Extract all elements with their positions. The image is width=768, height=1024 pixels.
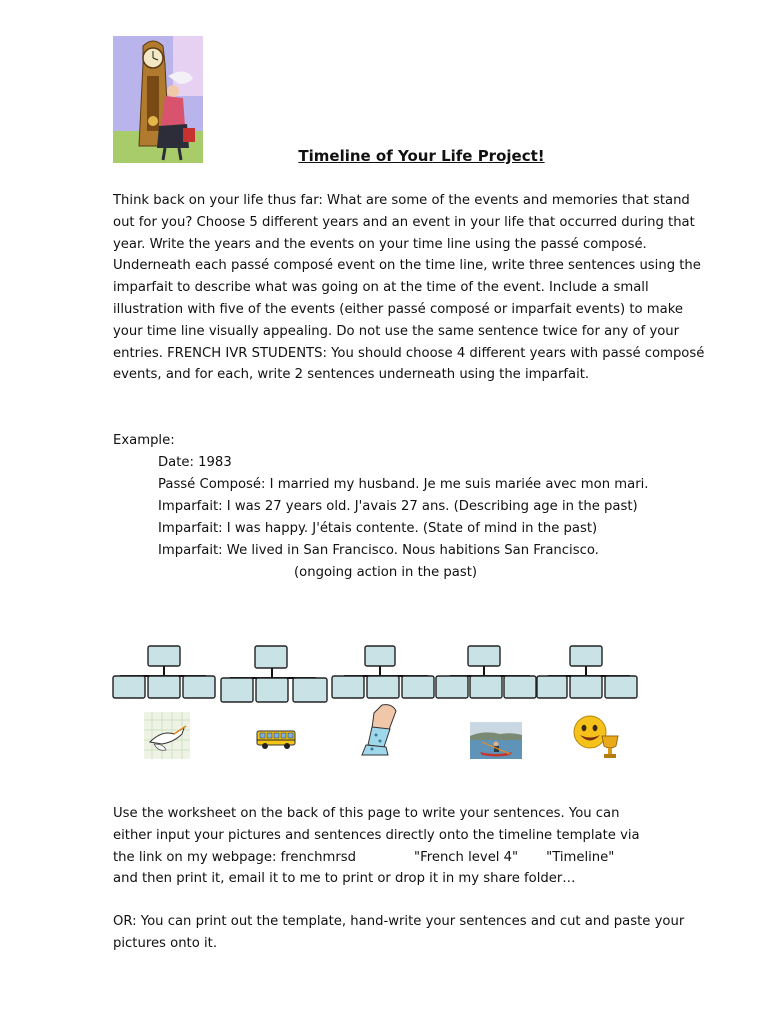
timeline-year-box-3 xyxy=(365,646,395,666)
timeline-diagram xyxy=(110,640,645,710)
timeline-sentence-box xyxy=(367,676,399,698)
timeline-sentence-box xyxy=(293,678,327,702)
timeline-year-box-1 xyxy=(148,646,180,666)
timeline-sentence-box xyxy=(436,676,468,698)
timeline-year-box-5 xyxy=(570,646,602,666)
alternative-paragraph: OR: You can print out the template, hand-write your sentences and cut and paste your pictures onto it. xyxy=(113,914,685,951)
instructions-line-4: and then print it, email it to me to print or drop it in my share folder… xyxy=(113,871,576,887)
timeline-sentence-box xyxy=(470,676,502,698)
example-label: Example: xyxy=(113,433,175,448)
timeline-sentence-box xyxy=(402,676,434,698)
instructions-line-3 xyxy=(113,847,713,869)
timeline-sentence-box xyxy=(570,676,602,698)
french-level-link: "French level 4" xyxy=(414,849,519,865)
example-imparfait-3: Imparfait: We lived in San Francisco. Nous habitions San Francisco. xyxy=(158,543,599,558)
clock-woman-illustration xyxy=(113,36,203,163)
timeline-sentence-box xyxy=(256,678,288,702)
timeline-sentence-box xyxy=(332,676,364,698)
page-title: Timeline of Your Life Project! xyxy=(298,147,545,165)
timeline-sentence-box xyxy=(148,676,180,698)
example-date: Date: 1983 xyxy=(158,455,232,470)
timeline-sentence-box xyxy=(504,676,536,698)
timeline-sentence-box xyxy=(537,676,567,698)
stork-baby-icon xyxy=(144,712,190,759)
timeline-year-box-2 xyxy=(255,646,287,668)
intro-paragraph: Think back on your life thus far: What are some of the events and memories that stand out for you? Choose 5 different years and an event in your life that occurred during that year. Write the years and the events on your time line using the passé composé. Underneath each passé composé event on the time line, write three sentences using the imparfait to describe what was going on at the time of the event. Include a small illustration with five of the events (either passé composé or imparfait events) to make your time line visually appealing. Do not use the same sentence twice for any of your entries. FRENCH IVR STUDENTS: You should choose 4 different years with passé composé events, and for each, write 2 sentences underneath using the imparfait. xyxy=(113,193,705,383)
instructions-line-1: Use the worksheet on the back of this page to write your sentences. You can xyxy=(113,806,620,821)
timeline-sentence-box xyxy=(183,676,215,698)
timeline-sentence-box xyxy=(605,676,637,698)
kayak-photo-icon xyxy=(470,722,522,759)
instructions-line-2: either input your pictures and sentences directly onto the timeline template via xyxy=(113,827,640,843)
webpage-reference: the link on my webpage: frenchmrsd xyxy=(113,849,357,865)
timeline-year-box-4 xyxy=(468,646,500,666)
example-passe-compose: Passé Composé: I married my husband. Je me suis mariée avec mon mari. xyxy=(158,477,649,492)
timeline-sentence-box xyxy=(221,678,253,702)
example-imparfait-3-note: (ongoing action in the past) xyxy=(294,565,478,580)
timeline-sentence-box xyxy=(113,676,145,698)
smiley-trophy-icon xyxy=(572,714,624,760)
timeline-link: "Timeline" xyxy=(546,849,615,865)
example-imparfait-1: Imparfait: I was 27 years old. J'avais 27 ans. (Describing age in the past) xyxy=(158,499,638,514)
leg-cast-icon xyxy=(360,703,402,759)
instructions-paragraph xyxy=(113,803,713,890)
school-bus-icon xyxy=(256,728,296,750)
example-imparfait-2: Imparfait: I was happy. J'étais contente. (State of mind in the past) xyxy=(158,521,598,536)
